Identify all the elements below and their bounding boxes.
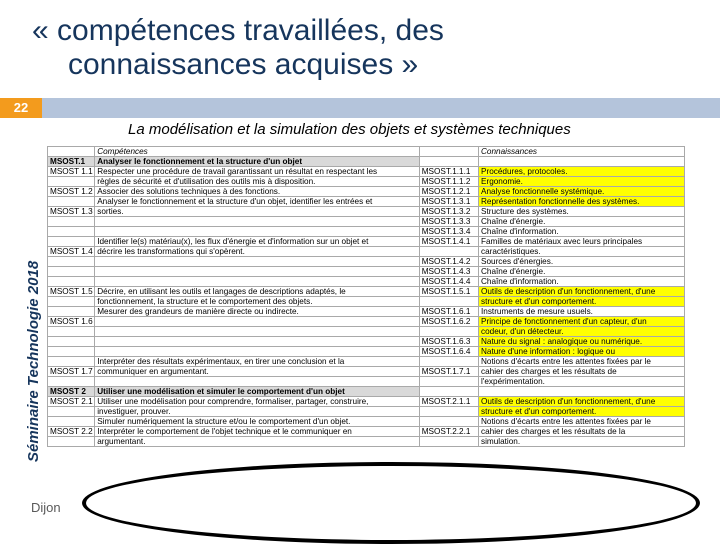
row-knowledge-code: MSOST.2.1.1 — [419, 397, 478, 407]
row-knowledge-code: MSOST.1.6.1 — [419, 307, 478, 317]
table-row — [48, 227, 685, 237]
table-row — [48, 397, 685, 407]
table-row — [48, 357, 685, 367]
row-knowledge: Chaîne d'énergie. — [479, 267, 685, 277]
row-knowledge: Outils de description d'un fonctionnement, d'une — [479, 397, 685, 407]
slide-subtitle: La modélisation et la simulation des objets et systèmes techniques — [128, 121, 571, 138]
table-row — [48, 407, 685, 417]
row-competence: décrire les transformations qui s'opèrent. — [95, 247, 420, 257]
row-knowledge-code: MSOST.1.4.4 — [419, 277, 478, 287]
row-code: MSOST 1.3 — [48, 207, 95, 217]
table-row — [48, 437, 685, 447]
table-row — [48, 157, 685, 167]
row-code: MSOST 2.2 — [48, 427, 95, 437]
row-knowledge-code — [419, 357, 478, 367]
row-code: MSOST 2.1 — [48, 397, 95, 407]
row-knowledge: caractéristiques. — [479, 247, 685, 257]
table-row — [48, 367, 685, 377]
row-knowledge-code: MSOST.1.2.1 — [419, 187, 478, 197]
table-row — [48, 277, 685, 287]
row-competence: sorties. — [95, 207, 420, 217]
row-code: MSOST 2 — [48, 387, 95, 397]
row-code — [48, 267, 95, 277]
row-knowledge-code — [419, 157, 478, 167]
row-knowledge: Chaîne d'énergie. — [479, 217, 685, 227]
header-empty-cell — [419, 147, 478, 157]
row-knowledge-code: MSOST.1.7.1 — [419, 367, 478, 377]
row-knowledge: l'expérimentation. — [479, 377, 685, 387]
row-knowledge: Représentation fonctionnelle des systèmes. — [479, 197, 685, 207]
row-code — [48, 297, 95, 307]
row-knowledge — [479, 157, 685, 167]
title-line-1: « compétences travaillées, des — [32, 14, 444, 47]
row-code — [48, 437, 95, 447]
row-knowledge-code: MSOST.1.4.3 — [419, 267, 478, 277]
row-knowledge: structure et d'un comportement. — [479, 297, 685, 307]
row-code — [48, 327, 95, 337]
row-competence — [95, 277, 420, 287]
table-row — [48, 267, 685, 277]
row-knowledge: Notions d'écarts entre les attentes fixées par le — [479, 357, 685, 367]
slide-title — [0, 14, 720, 82]
row-knowledge-code: MSOST.1.1.1 — [419, 167, 478, 177]
row-knowledge: structure et d'un comportement. — [479, 407, 685, 417]
table-row — [48, 417, 685, 427]
row-knowledge: simulation. — [479, 437, 685, 447]
row-code: MSOST 1.4 — [48, 247, 95, 257]
row-knowledge: Ergonomie. — [479, 177, 685, 187]
title-underline-bar — [0, 98, 720, 118]
row-knowledge-code — [419, 297, 478, 307]
row-knowledge: Analyse fonctionnelle systémique. — [479, 187, 685, 197]
table-row — [48, 247, 685, 257]
row-competence: règles de sécurité et d'utilisation des outils mis à disposition. — [95, 177, 420, 187]
row-competence: fonctionnement, la structure et le comportement des objets. — [95, 297, 420, 307]
table-header-row — [48, 147, 685, 157]
row-code — [48, 347, 95, 357]
row-code — [48, 307, 95, 317]
row-code: MSOST 1.5 — [48, 287, 95, 297]
row-knowledge-code: MSOST.2.2.1 — [419, 427, 478, 437]
row-competence: Analyser le fonctionnement et la structure d'un objet — [95, 157, 420, 167]
row-knowledge: Sources d'énergies. — [479, 257, 685, 267]
row-knowledge: Chaîne d'information. — [479, 227, 685, 237]
table-row — [48, 377, 685, 387]
row-knowledge: codeur, d'un détecteur. — [479, 327, 685, 337]
row-code — [48, 257, 95, 267]
row-knowledge-code — [419, 417, 478, 427]
row-competence — [95, 227, 420, 237]
row-code — [48, 277, 95, 287]
competences-table — [47, 146, 685, 447]
row-competence: Utiliser une modélisation et simuler le comportement d'un objet — [95, 387, 420, 397]
side-label: Séminaire Technologie 2018 — [25, 260, 42, 462]
row-code — [48, 237, 95, 247]
table-row — [48, 207, 685, 217]
row-knowledge-code: MSOST.1.1.2 — [419, 177, 478, 187]
table-row — [48, 167, 685, 177]
row-knowledge: Familles de matériaux avec leurs principales — [479, 237, 685, 247]
table-row — [48, 307, 685, 317]
row-competence — [95, 267, 420, 277]
row-knowledge-code: MSOST.1.4.1 — [419, 237, 478, 247]
row-code — [48, 407, 95, 417]
row-knowledge: cahier des charges et les résultats de — [479, 367, 685, 377]
row-competence — [95, 257, 420, 267]
row-knowledge: Structure des systèmes. — [479, 207, 685, 217]
footer-location: Dijon — [31, 500, 61, 515]
row-knowledge: Nature du signal : analogique ou numérique. — [479, 337, 685, 347]
row-code — [48, 377, 95, 387]
row-code — [48, 417, 95, 427]
row-competence: communiquer en argumentant. — [95, 367, 420, 377]
row-code — [48, 177, 95, 187]
row-competence: Simuler numériquement la structure et/ou le comportement d'un objet. — [95, 417, 420, 427]
header-empty-cell — [48, 147, 95, 157]
row-knowledge-code: MSOST.1.6.2 — [419, 317, 478, 327]
table-row — [48, 427, 685, 437]
table-row — [48, 317, 685, 327]
row-competence: investiguer, prouver. — [95, 407, 420, 417]
row-competence: Associer des solutions techniques à des fonctions. — [95, 187, 420, 197]
row-competence — [95, 347, 420, 357]
row-code — [48, 357, 95, 367]
row-competence: Utiliser une modélisation pour comprendre, formaliser, partager, construire, — [95, 397, 420, 407]
table-row — [48, 347, 685, 357]
header-competences: Compétences — [95, 147, 420, 157]
row-knowledge-code: MSOST.1.6.3 — [419, 337, 478, 347]
table-row — [48, 187, 685, 197]
row-competence: Analyser le fonctionnement et la structure d'un objet, identifier les entrées et — [95, 197, 420, 207]
row-code: MSOST 1.7 — [48, 367, 95, 377]
row-knowledge-code — [419, 437, 478, 447]
table-row — [48, 197, 685, 207]
row-code: MSOST 1.2 — [48, 187, 95, 197]
row-knowledge-code: MSOST.1.3.2 — [419, 207, 478, 217]
table-row — [48, 217, 685, 227]
row-code — [48, 217, 95, 227]
table-row — [48, 297, 685, 307]
row-knowledge-code — [419, 247, 478, 257]
row-competence: Mesurer des grandeurs de manière directe ou indirecte. — [95, 307, 420, 317]
row-code: MSOST.1 — [48, 157, 95, 167]
row-competence: Décrire, en utilisant les outils et langages de descriptions adaptés, le — [95, 287, 420, 297]
row-competence: Respecter une procédure de travail garantissant un résultat en respectant les — [95, 167, 420, 177]
row-knowledge-code — [419, 327, 478, 337]
row-knowledge-code — [419, 387, 478, 397]
table-row — [48, 387, 685, 397]
row-code — [48, 227, 95, 237]
row-knowledge-code: MSOST.1.3.1 — [419, 197, 478, 207]
header-connaissances: Connaissances — [479, 147, 685, 157]
row-knowledge-code: MSOST.1.6.4 — [419, 347, 478, 357]
row-competence — [95, 377, 420, 387]
table-row — [48, 327, 685, 337]
table-row — [48, 177, 685, 187]
row-competence: Identifier le(s) matériau(x), les flux d'énergie et d'information sur un objet et — [95, 237, 420, 247]
row-knowledge: Nature d'une information : logique ou — [479, 347, 685, 357]
row-code — [48, 337, 95, 347]
row-code: MSOST 1.6 — [48, 317, 95, 327]
row-code — [48, 197, 95, 207]
table-row — [48, 337, 685, 347]
row-competence — [95, 217, 420, 227]
row-competence: Interpréter le comportement de l'objet technique et le communiquer en — [95, 427, 420, 437]
row-knowledge: Outils de description d'un fonctionnement, d'une — [479, 287, 685, 297]
table-row — [48, 287, 685, 297]
row-knowledge: Procédures, protocoles. — [479, 167, 685, 177]
row-knowledge: Chaîne d'information. — [479, 277, 685, 287]
row-competence: Interpréter des résultats expérimentaux, en tirer une conclusion et la — [95, 357, 420, 367]
row-knowledge-code: MSOST.1.3.3 — [419, 217, 478, 227]
row-knowledge-code: MSOST.1.5.1 — [419, 287, 478, 297]
title-line-2: connaissances acquises » — [68, 48, 419, 81]
row-knowledge-code — [419, 377, 478, 387]
row-knowledge: cahier des charges et les résultats de la — [479, 427, 685, 437]
row-knowledge-code: MSOST.1.4.2 — [419, 257, 478, 267]
slide-number: 22 — [0, 98, 42, 118]
row-competence: argumentant. — [95, 437, 420, 447]
row-knowledge: Instruments de mesure usuels. — [479, 307, 685, 317]
row-knowledge — [479, 387, 685, 397]
table-row — [48, 237, 685, 247]
row-competence — [95, 317, 420, 327]
table-row — [48, 257, 685, 267]
row-knowledge: Notions d'écarts entre les attentes fixées par le — [479, 417, 685, 427]
row-knowledge-code: MSOST.1.3.4 — [419, 227, 478, 237]
row-knowledge: Principe de fonctionnement d'un capteur, d'un — [479, 317, 685, 327]
row-knowledge-code — [419, 407, 478, 417]
row-competence — [95, 337, 420, 347]
row-code: MSOST 1.1 — [48, 167, 95, 177]
highlight-ellipse — [82, 462, 700, 544]
row-competence — [95, 327, 420, 337]
